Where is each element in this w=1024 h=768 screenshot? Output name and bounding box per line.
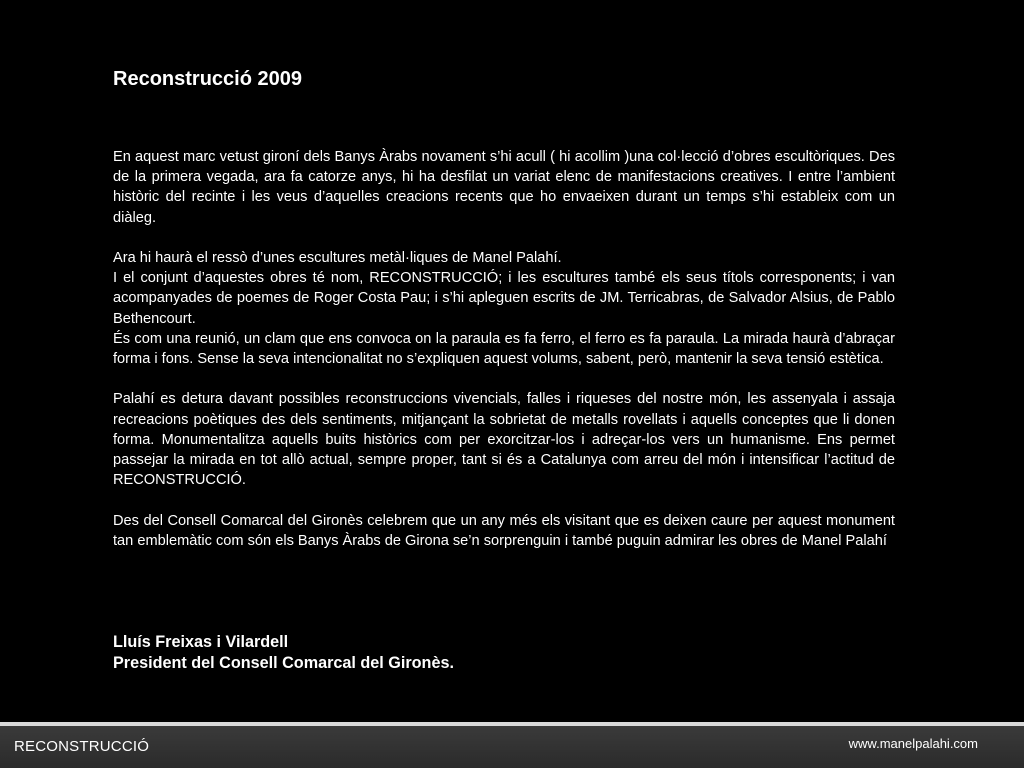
paragraph: En aquest marc vetust gironí dels Banys Àrabs novament s’hi acull ( hi acollim )una col·lecció d’obres escultòriques. Des de la primera vegada, ara fa catorze anys, hi ha desfilat un variat elenc de manifestacions creatives. I entre l’ambient històric del recinte i les veus d’aquelles creacions recents que ho envaeixen durant un temps s’hi estableix com un diàleg. (113, 149, 895, 226)
paragraph-gap (113, 490, 895, 510)
paragraph-gap (113, 228, 895, 248)
paragraph: Palahí es detura davant possibles reconstruccions vivencials, falles i riqueses del nostre món, les assenyala i assaja recreacions poètiques des dels sentiments, mitjançant la sobrietat de metalls rovellats i aquells conceptes que li donen forma. Monumentalitza aquells buits històrics com per exorcitzar-los i adreçar-los vers un humanisme. Ens permet passejar la mirada en tot allò actual, sempre proper, tant si és a Catalunya com arreu del món i intensificar l’actitud de RECONSTRUCCIÓ. (113, 391, 895, 489)
slide-title: Reconstrucció 2009 (113, 68, 302, 90)
signature (113, 632, 454, 674)
slide-body (113, 147, 895, 551)
paragraph-gap (113, 369, 895, 389)
footer-bar (0, 726, 1024, 768)
signature-name: Lluís Freixas i Vilardell (113, 633, 289, 651)
footer-website-link[interactable]: www.manelpalahi.com (848, 736, 978, 751)
footer-title: RECONSTRUCCIÓ (14, 738, 150, 755)
paragraph: Des del Consell Comarcal del Gironès celebrem que un any més els visitant que es deixen caure per aquest monument tan emblemàtic com són els Banys Àrabs de Girona se’n sorprenguin i també puguin admirar les obres de Manel Palahí (113, 512, 895, 549)
paragraph: Ara hi haurà el ressò d’unes escultures metàl·liques de Manel Palahí. (113, 250, 562, 266)
signature-role: President del Consell Comarcal del Gironès. (113, 654, 454, 672)
paragraph: És com una reunió, un clam que ens convoca on la paraula es fa ferro, el ferro es fa paraula. La mirada haurà d’abraçar forma i fons. Sense la seva intencionalitat no s’expliquen aquest volums, sabent, però, mantenir la seva tensió estètica. (113, 330, 895, 368)
paragraph: I el conjunt d’aquestes obres té nom, RECONSTRUCCIÓ; i les escultures també els seus títols corresponents; i van acompanyades de poemes de Roger Costa Pau; i s’hi apleguen escrits de JM. Terricabras, de Salvador Alsius, de Pablo Bethencourt. (113, 270, 895, 327)
